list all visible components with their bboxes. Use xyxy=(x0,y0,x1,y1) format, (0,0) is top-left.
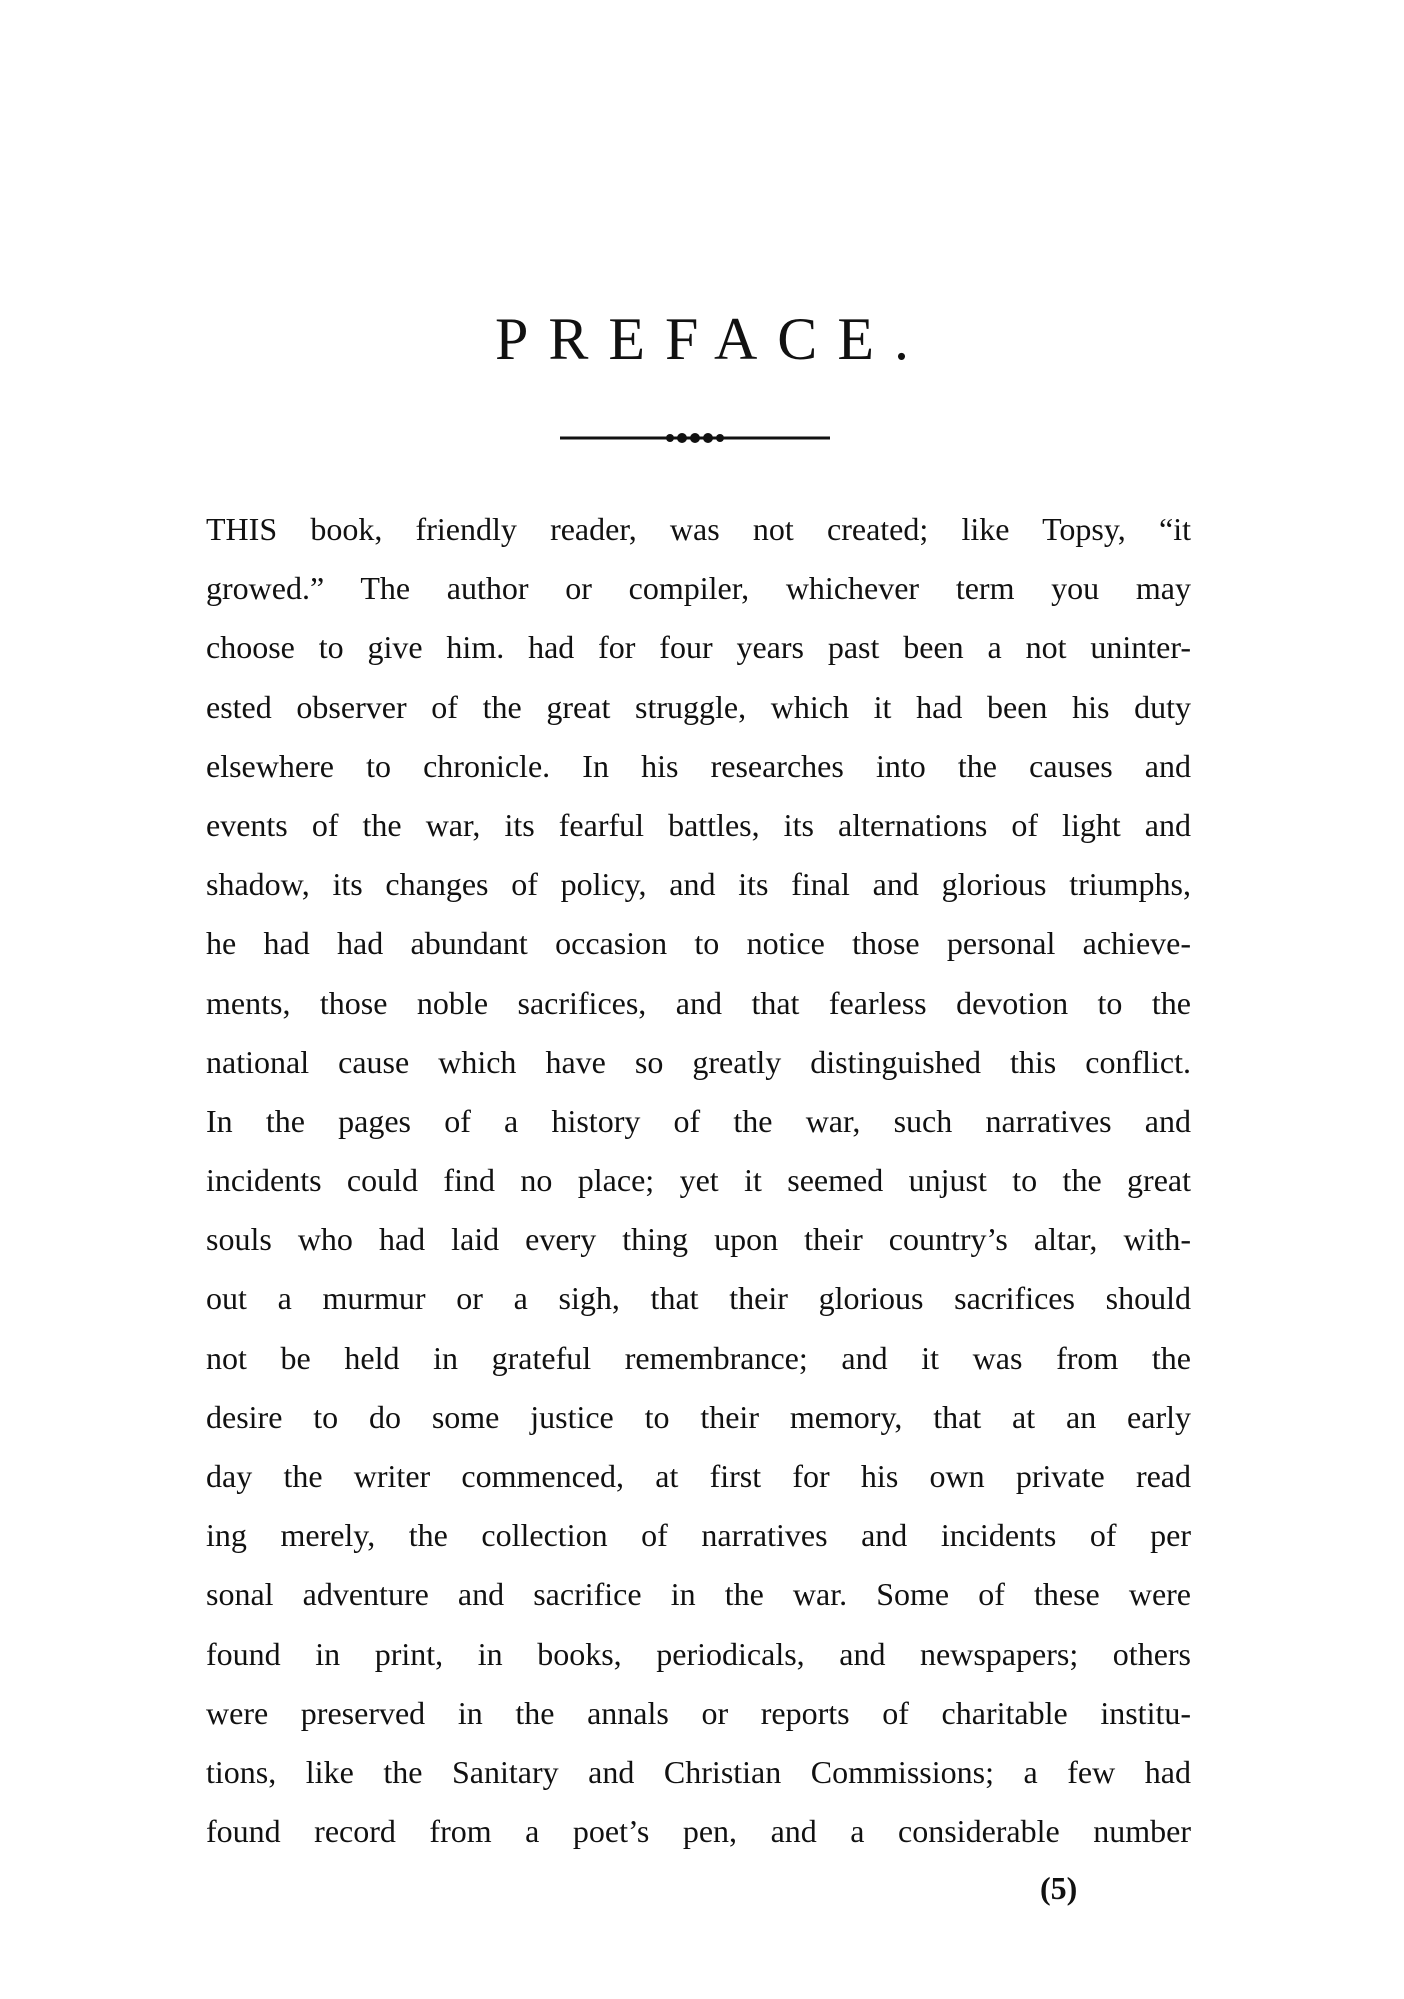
text-line: THIS book, friendly reader, was not created; like Topsy, “it xyxy=(206,511,1191,547)
text-line: choose to give him. had for four years past been a not uninter- xyxy=(206,629,1191,666)
text-line: ested observer of the great struggle, which it had been his duty xyxy=(206,688,1191,725)
text-line: growed.” The author or compiler, whichever term you may xyxy=(206,570,1191,607)
text-line: not be held in grateful remembrance; and it was from the xyxy=(206,1339,1191,1376)
text-line: In the pages of a history of the war, such narratives and xyxy=(206,1102,1191,1139)
text-line: incidents could find no place; yet it seemed unjust to the great xyxy=(206,1162,1191,1199)
text-line: sonal adventure and sacrifice in the war. Some of these were xyxy=(206,1576,1191,1613)
text-line: ments, those noble sacrifices, and that fearless devotion to the xyxy=(206,984,1191,1021)
text-line: shadow, its changes of policy, and its final and glorious triumphs, xyxy=(206,866,1191,903)
text-line: desire to do some justice to their memory, that at an early xyxy=(206,1398,1191,1435)
text-line: found record from a poet’s pen, and a considerable number xyxy=(206,1813,1191,1850)
text-line: he had had abundant occasion to notice those personal achieve- xyxy=(206,925,1191,962)
text-line: national cause which have so greatly distinguished this conflict. xyxy=(206,1043,1191,1080)
text-line: found in print, in books, periodicals, and newspapers; others xyxy=(206,1635,1191,1672)
text-line: out a murmur or a sigh, that their glorious sacrifices should xyxy=(206,1280,1191,1317)
page-number: (5) xyxy=(1040,1870,1078,1906)
text-line: elsewhere to chronicle. In his researches into the causes and xyxy=(206,747,1191,784)
text-line: events of the war, its fearful battles, its alternations of light and xyxy=(206,806,1191,843)
page-title: PREFACE. xyxy=(495,306,929,372)
text-line: souls who had laid every thing upon their country’s altar, with- xyxy=(206,1221,1191,1258)
text-line: were preserved in the annals or reports of charitable institu- xyxy=(206,1694,1191,1731)
preface-paragraph xyxy=(206,500,1191,1861)
text-line: day the writer commenced, at first for his own private read xyxy=(206,1458,1191,1494)
ornament-rule-icon xyxy=(560,430,830,446)
text-line: ing merely, the collection of narratives and incidents of per xyxy=(206,1517,1191,1554)
text-line: tions, like the Sanitary and Christian Commissions; a few had xyxy=(206,1753,1191,1790)
